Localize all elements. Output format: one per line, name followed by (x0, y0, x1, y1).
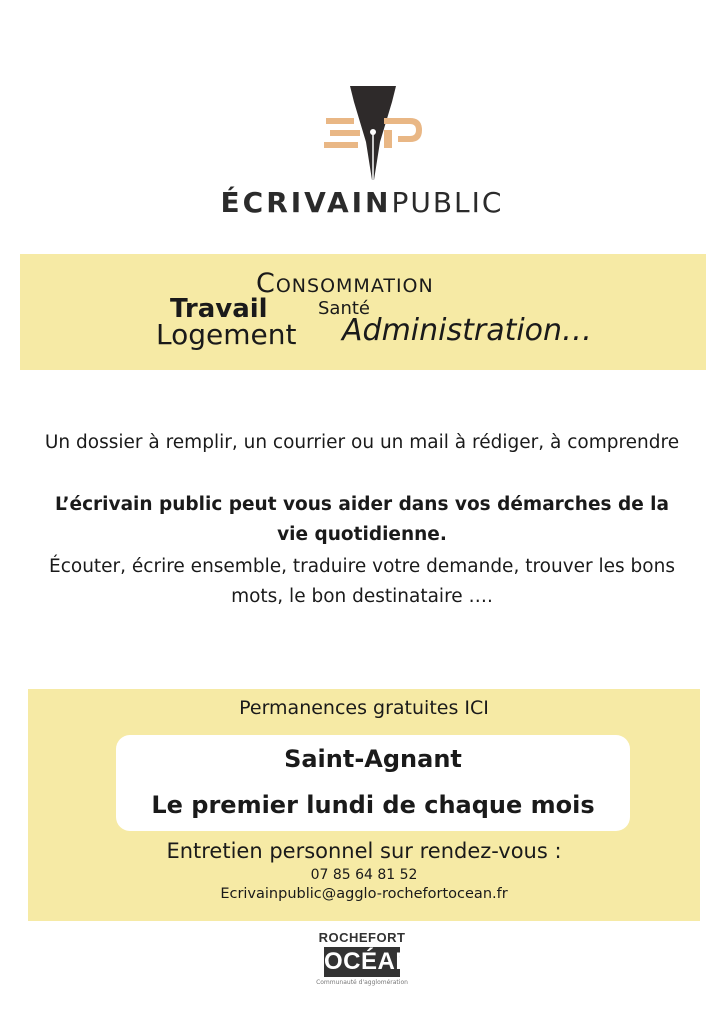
intro-paragraph: Un dossier à remplir, un courrier ou un mail à rédiger, à comprendre (44, 432, 680, 453)
logo-top-text: ROCHEFORT (318, 930, 406, 945)
schedule-card (116, 735, 630, 831)
schedule-label: Le premier lundi de chaque mois (151, 791, 595, 819)
location-label: Saint-Agnant (284, 745, 462, 773)
topic-travail: Travail (170, 294, 268, 324)
brand-bold: ÉCRIVAIN (220, 186, 392, 219)
permanences-title: Permanences gratuites ICI (239, 697, 489, 719)
topic-sante: Santé (318, 298, 370, 319)
appointment-text: Entretien personnel sur rendez-vous : (166, 839, 562, 863)
topic-administration: Administration… (342, 313, 593, 348)
email-address: Ecrivainpublic@agglo-rochefortocean.fr (220, 886, 508, 902)
info-band (28, 689, 700, 921)
topics-band (20, 254, 706, 370)
brand-title (0, 186, 724, 219)
logo-sub-text: Communauté d'agglomération (316, 979, 408, 986)
help-paragraph: L’écrivain public peut vous aider dans vos démarches de la vie quotidienne. (54, 494, 670, 545)
brand-light: PUBLIC (391, 186, 504, 219)
topic-logement: Logement (156, 318, 297, 351)
pen-nib-icon (318, 80, 428, 190)
logo-main-text: OCÉAN (324, 948, 414, 975)
topic-consommation: Consommation (256, 268, 434, 299)
rochefort-ocean-logo (312, 930, 412, 994)
phone-number: 07 85 64 81 52 (310, 867, 418, 883)
services-paragraph: Écouter, écrire ensemble, traduire votre demande, trouver les bons mots, le bon destinataire …. (49, 556, 675, 607)
